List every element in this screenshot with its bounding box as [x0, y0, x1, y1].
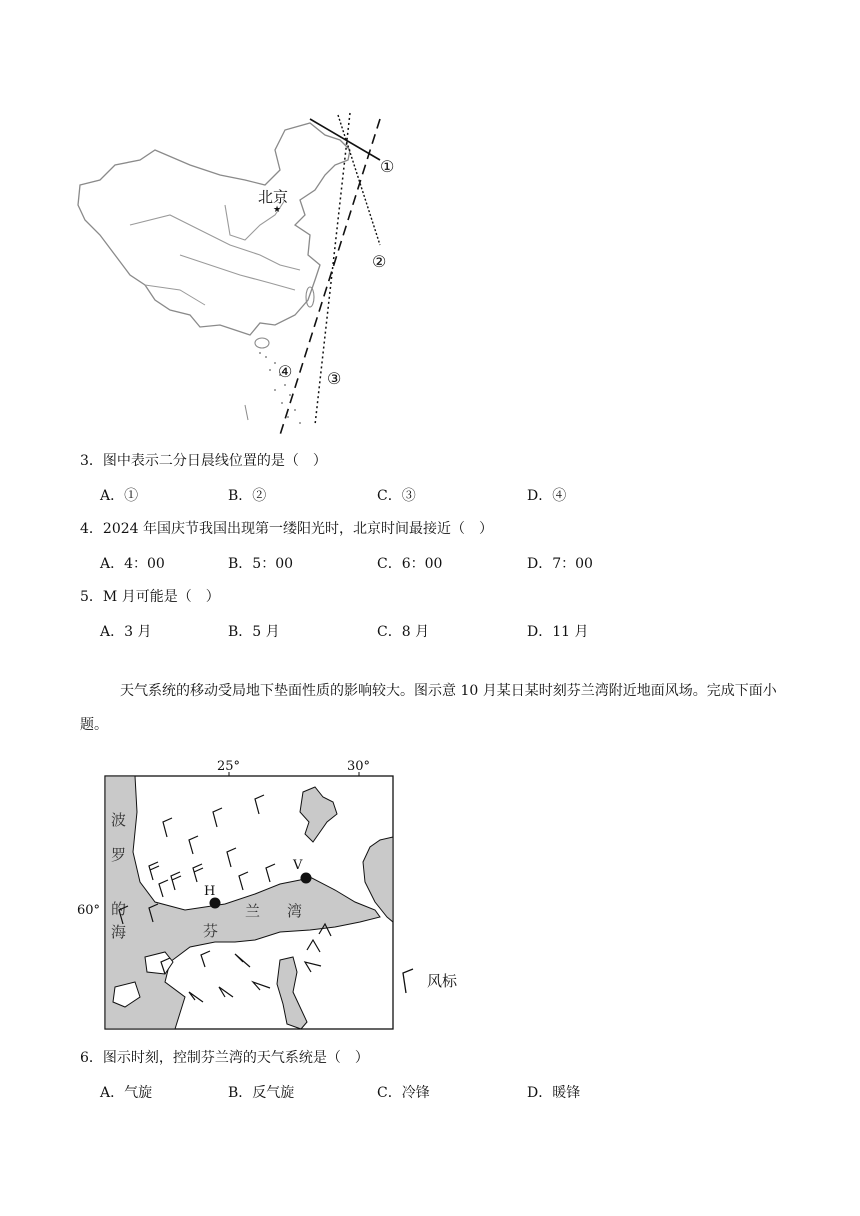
- lon-label-25: 25°: [217, 759, 241, 774]
- line-label-4: ④: [278, 362, 293, 381]
- china-outline: [78, 123, 350, 335]
- wind-barb-legend-label: 风标: [427, 972, 458, 990]
- point-v-label: V: [293, 858, 303, 873]
- q4-option-b[interactable]: B．5：00: [228, 556, 294, 572]
- baltic-label-4: 海: [111, 923, 127, 941]
- q3-option-d[interactable]: D．④: [527, 488, 567, 504]
- question-6-stem: 6．图示时刻，控制芬兰湾的天气系统是（ ）: [80, 1050, 369, 1066]
- gulf-label-1: 芬: [203, 922, 219, 940]
- q4-option-a[interactable]: A．4：00: [100, 556, 165, 572]
- q5-option-a[interactable]: A．3 月: [100, 624, 152, 640]
- question-5-stem: 5．M 月可能是（ ）: [80, 589, 220, 605]
- point-h-label: H: [204, 884, 216, 899]
- question-4-stem: 4．2024 年国庆节我国出现第一缕阳光时，北京时间最接近（ ）: [80, 521, 493, 537]
- q4-option-d[interactable]: D．7：00: [527, 556, 593, 572]
- q5-option-b[interactable]: B．5 月: [228, 624, 280, 640]
- question-3-stem: 3．图中表示二分日晨线位置的是（ ）: [80, 453, 327, 469]
- point-v: [301, 873, 312, 884]
- q4-option-c[interactable]: C．6：00: [377, 556, 443, 572]
- baltic-label-3: 的: [111, 900, 127, 918]
- q6-option-c[interactable]: C．冷锋: [377, 1085, 430, 1101]
- beijing-label: 北京: [258, 188, 289, 206]
- line-label-1: ①: [380, 157, 395, 176]
- lat-label-60: 60°: [77, 903, 101, 918]
- line-label-2: ②: [372, 252, 387, 271]
- passage-text: 天气系统的移动受局地下垫面性质的影响较大。图示意 10 月某日某时刻芬兰湾附近地面风场。完成下面小题。: [80, 683, 777, 733]
- china-terminator-map: [70, 105, 420, 440]
- point-h: [210, 898, 221, 909]
- gulf-label-2: 兰: [245, 902, 261, 920]
- line-label-3: ③: [327, 369, 342, 388]
- q6-option-a[interactable]: A．气旋: [100, 1085, 153, 1101]
- q3-option-a[interactable]: A．①: [100, 488, 139, 504]
- beijing-star-icon: ★: [273, 205, 282, 215]
- gulf-label-3: 湾: [287, 902, 303, 920]
- lon-label-30: 30°: [347, 759, 371, 774]
- baltic-label-2: 罗: [111, 846, 127, 864]
- q5-option-d[interactable]: D．11 月: [527, 624, 589, 640]
- q5-option-c[interactable]: C．8 月: [377, 624, 430, 640]
- q6-option-d[interactable]: D．暖锋: [527, 1085, 581, 1101]
- terminator-line-2: [338, 115, 380, 245]
- q6-option-b[interactable]: B．反气旋: [228, 1085, 295, 1101]
- q3-option-b[interactable]: B．②: [228, 488, 267, 504]
- baltic-label-1: 波: [111, 811, 127, 829]
- wind-barb-legend-icon: [398, 965, 418, 995]
- q3-option-c[interactable]: C．③: [377, 488, 416, 504]
